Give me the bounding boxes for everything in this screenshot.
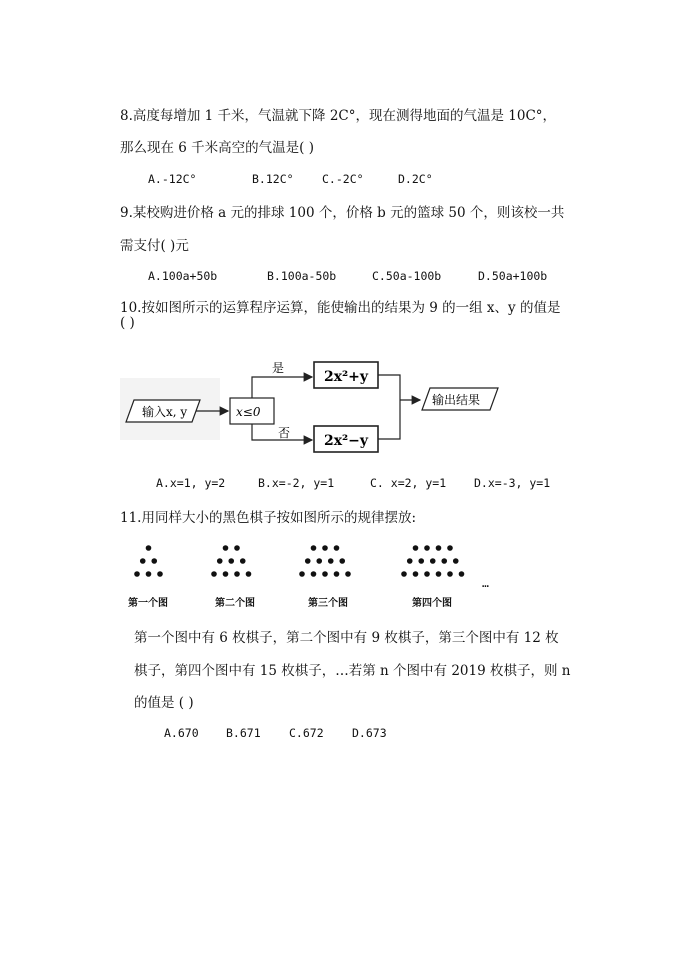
q11-option-a: A.670 <box>164 726 199 740</box>
q11-ellipsis: … <box>482 576 489 590</box>
q8-option-c: C.-2C° <box>322 172 364 186</box>
chess-piece-fig2 <box>223 571 229 577</box>
q11-text-line2: 棋子，第四个图中有 15 枚棋子，…若第 n 个图中有 2019 枚棋子，则 n <box>134 663 571 679</box>
q9-options <box>148 269 568 285</box>
figure-caption-2: 第二个图 <box>215 598 255 609</box>
chess-piece-fig2 <box>217 558 223 564</box>
flowchart-merge-line <box>378 375 400 439</box>
flowchart-yes-label: 是 <box>272 361 285 375</box>
chess-piece-fig1 <box>157 571 163 577</box>
q10-stem-line1: 10.按如图所示的运算程序运算，能使输出的结果为 9 的一组 x、y 的值是 <box>120 300 561 316</box>
q11-text-line3: 的值是 ( ) <box>134 695 194 711</box>
q10-option-a: A.x=1, y=2 <box>156 476 226 490</box>
chess-piece-fig4 <box>441 558 447 564</box>
q11-stem: 11.用同样大小的黑色棋子按如图所示的规律摆放: <box>120 510 417 526</box>
q10-option-d: D.x=-3, y=1 <box>474 476 551 490</box>
chess-piece-fig3 <box>311 545 317 551</box>
chess-piece-fig4 <box>453 558 459 564</box>
q11-options <box>164 726 464 742</box>
q9-stem-line2: 需支付( )元 <box>120 238 189 254</box>
chess-piece-fig1 <box>146 545 152 551</box>
q8-stem-line1: 8.高度每增加 1 千米，气温就下降 2C°，现在测得地面的气温是 10C°， <box>120 108 557 124</box>
figure-caption-3: 第三个图 <box>308 598 348 609</box>
chess-piece-fig4 <box>459 571 465 577</box>
flowchart-arrow-yes <box>252 377 312 398</box>
flowchart-yes-expr: 2x²+y <box>323 369 369 385</box>
q11-option-b: B.671 <box>226 726 261 740</box>
chess-piece-fig1 <box>151 558 157 564</box>
q10-flowchart <box>120 350 520 454</box>
chess-piece-fig2 <box>228 558 234 564</box>
chess-piece-fig3 <box>334 571 340 577</box>
flowchart-no-label: 否 <box>278 426 291 440</box>
chess-piece-fig3 <box>345 571 351 577</box>
chess-piece-fig2 <box>246 571 252 577</box>
q8-stem-line2: 那么现在 6 千米高空的气温是( ) <box>120 140 314 156</box>
q10-option-c: C. x=2, y=1 <box>370 476 447 490</box>
chess-piece-fig2 <box>234 545 240 551</box>
chess-piece-fig3 <box>305 558 311 564</box>
chess-piece-fig4 <box>407 558 413 564</box>
chess-piece-fig2 <box>211 571 217 577</box>
chess-piece-fig3 <box>311 571 317 577</box>
flowchart-no-expr: 2x²−y <box>323 433 369 449</box>
flowchart-output-text: 输出结果 <box>432 393 481 407</box>
flowchart-input-text: 输入x, y <box>142 405 188 419</box>
chess-piece-fig4 <box>401 571 407 577</box>
q10-stem-line2: ( ) <box>120 315 135 331</box>
q8-options <box>148 172 548 188</box>
q11-option-d: D.673 <box>352 726 387 740</box>
q11-text-line1: 第一个图中有 6 枚棋子，第二个图中有 9 枚棋子，第三个图中有 12 枚 <box>134 630 559 646</box>
chess-piece-fig3 <box>299 571 305 577</box>
q9-option-a: A.100a+50b <box>148 269 218 283</box>
chess-piece-fig3 <box>339 558 345 564</box>
chess-piece-fig4 <box>436 571 442 577</box>
chess-piece-fig4 <box>413 571 419 577</box>
figure-caption-4: 第四个图 <box>412 598 452 609</box>
q11-chess-figures <box>120 540 500 590</box>
chess-piece-fig3 <box>334 545 340 551</box>
q10-options <box>156 476 576 492</box>
q11-option-c: C.672 <box>289 726 324 740</box>
chess-piece-fig4 <box>430 558 436 564</box>
chess-piece-fig3 <box>322 545 328 551</box>
chess-piece-fig4 <box>413 545 419 551</box>
q9-option-d: D.50a+100b <box>478 269 548 283</box>
chess-piece-fig2 <box>223 545 229 551</box>
chess-piece-fig4 <box>447 571 453 577</box>
chess-piece-fig1 <box>146 571 152 577</box>
chess-piece-fig4 <box>447 545 453 551</box>
chess-piece-fig3 <box>322 571 328 577</box>
chess-piece-fig4 <box>424 545 430 551</box>
chess-piece-fig3 <box>316 558 322 564</box>
chess-piece-fig2 <box>234 571 240 577</box>
chess-piece-fig1 <box>134 571 140 577</box>
figure-caption-1: 第一个图 <box>128 598 168 609</box>
chess-piece-fig2 <box>240 558 246 564</box>
q9-stem-line1: 9.某校购进价格 a 元的排球 100 个，价格 b 元的篮球 50 个，则该校一共 <box>120 205 565 221</box>
chess-piece-fig3 <box>328 558 334 564</box>
chess-piece-fig4 <box>418 558 424 564</box>
chess-piece-fig1 <box>140 558 146 564</box>
q8-option-d: D.2C° <box>398 172 433 186</box>
q8-option-a: A.-12C° <box>148 172 197 186</box>
chess-piece-fig4 <box>436 545 442 551</box>
chess-piece-fig4 <box>424 571 430 577</box>
flowchart-condition-text: x≤0 <box>236 405 261 419</box>
q9-option-b: B.100a-50b <box>267 269 337 283</box>
q8-option-b: B.12C° <box>252 172 294 186</box>
q9-option-c: C.50a-100b <box>372 269 442 283</box>
q10-option-b: B.x=-2, y=1 <box>258 476 335 490</box>
